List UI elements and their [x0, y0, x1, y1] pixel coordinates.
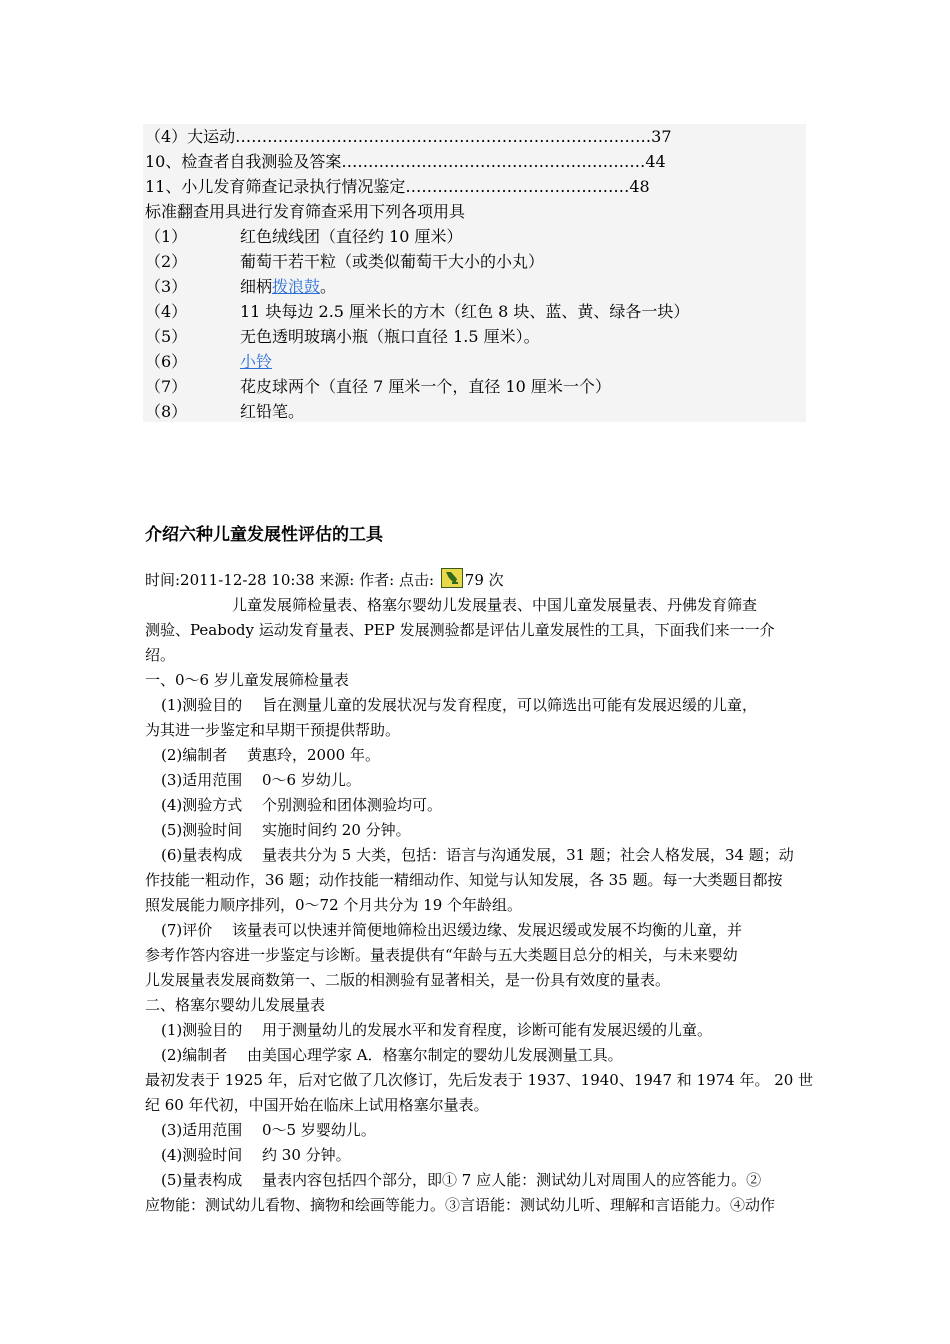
- paragraph-line: (1)测验目的 用于测量幼儿的发展水平和发育程度，诊断可能有发展迟缓的儿童。: [161, 1021, 713, 1039]
- section-heading: 二、格塞尔婴幼儿发展量表: [145, 996, 326, 1014]
- tool-item-number: （8）: [145, 402, 188, 421]
- paragraph-line: 儿童发展筛检量表、格塞尔婴幼儿发展量表、中国儿童发展量表、丹佛发育筛查: [232, 596, 758, 614]
- tool-item-text: 花皮球两个（直径 7 厘米一个，直径 10 厘米一个）: [240, 377, 611, 396]
- section-heading: 一、0～6 岁儿童发展筛检量表: [145, 671, 349, 689]
- paragraph-line: 参考作答内容进一步鉴定与诊断。量表提供有“年龄与五大类题目总分的相关，与未来婴幼: [145, 946, 738, 964]
- tool-item-text-post: 。: [320, 277, 337, 296]
- paragraph-line: (4)测验时间 约 30 分钟。: [161, 1146, 351, 1164]
- tool-item-text: 11 块每边 2.5 厘米长的方木（红色 8 块、蓝、黄、绿各一块）: [240, 302, 690, 321]
- paragraph-line: (5)测验时间 实施时间约 20 分钟。: [161, 821, 411, 839]
- article-meta-text: 时间:2011-12-28 10:38 来源: 作者: 点击:: [145, 571, 434, 589]
- tool-item-text: 红铅笔。: [240, 402, 305, 421]
- paragraph-line: (2)编制者 黄惠玲，2000 年。: [161, 746, 380, 764]
- tool-item-number: （7）: [145, 377, 188, 396]
- tool-item-text: [240, 349, 272, 374]
- tool-item-text: 红色绒线团（直径约 10 厘米）: [240, 227, 463, 246]
- rattle-link[interactable]: 拨浪鼓: [272, 277, 321, 296]
- tool-item-text: 无色透明玻璃小瓶（瓶口直径 1.5 厘米）。: [240, 327, 540, 346]
- click-counter-icon: [441, 568, 463, 588]
- article-title: 介绍六种儿童发展性评估的工具: [145, 525, 383, 545]
- paragraph-line: (4)测验方式 个别测验和团体测验均可。: [161, 796, 443, 814]
- tool-item-number: （5）: [145, 327, 188, 346]
- paragraph-line: 绍。: [145, 646, 176, 664]
- paragraph-line: 照发展能力顺序排列，0～72 个月共分为 19 个年龄组。: [145, 896, 523, 914]
- paragraph-line: (3)适用范围 0～5 岁婴幼儿。: [161, 1121, 376, 1139]
- bell-link[interactable]: 小铃: [240, 352, 273, 371]
- paragraph-line: 儿发展量表发展商数第一、二版的相测验有显著相关，是一份具有效度的量表。: [145, 971, 671, 989]
- paragraph-line: 作技能一粗动作，36 题；动作技能一精细动作、知觉与认知发展，各 35 题。每一大类题目都按: [145, 871, 783, 889]
- paragraph-line: 纪 60 年代初，中国开始在临床上试用格塞尔量表。: [145, 1096, 489, 1114]
- tool-item-number: （3）: [145, 277, 188, 296]
- paragraph-line: (7)评价 该量表可以快速并简便地筛检出迟缓边缘、发展迟缓或发展不均衡的儿童，并: [161, 921, 743, 939]
- tool-item-text: 葡萄干若干粒（或类似葡萄干大小的小丸）: [240, 252, 545, 271]
- toc-line: 10、检查者自我测验及答案…………………………………………………44: [145, 152, 666, 171]
- paragraph-line: (3)适用范围 0～6 岁幼儿。: [161, 771, 361, 789]
- paragraph-line: 为其进一步鉴定和早期干预提供帮助。: [145, 721, 401, 739]
- tool-item-text: [240, 274, 336, 299]
- paragraph-line: 应物能：测试幼儿看物、摘物和绘画等能力。③言语能：测试幼儿听、理解和言语能力。④动作: [145, 1196, 776, 1214]
- paragraph-line: 最初发表于 1925 年，后对它做了几次修订，先后发表于 1937、1940、1947 和 1974 年。 20 世: [145, 1071, 814, 1089]
- tool-item-number: （1）: [145, 227, 188, 246]
- article-meta: [145, 568, 504, 593]
- click-count: 79 次: [464, 571, 504, 589]
- toc-line: （4）大运动……………………………………………………………………37: [145, 127, 672, 146]
- tool-item-number: （2）: [145, 252, 188, 271]
- paragraph-line: (1)测验目的 旨在测量儿童的发展状况与发育程度，可以筛选出可能有发展迟缓的儿童，: [161, 696, 758, 714]
- paragraph-line: (6)量表构成 量表共分为 5 大类，包括：语言与沟通发展，31 题；社会人格发展，34 题；动: [161, 846, 794, 864]
- tool-item-number: （6）: [145, 352, 188, 371]
- paragraph-line: (5)量表构成 量表内容包括四个部分，即① 7 应人能：测试幼儿对周围人的应答能力。②: [161, 1171, 762, 1189]
- toc-line: 标准翻查用具进行发育筛查采用下列各项用具: [145, 202, 466, 221]
- toc-line: 11、小儿发育筛查记录执行情况鉴定……………………………………48: [145, 177, 650, 196]
- paragraph-line: 测验、Peabody 运动发育量表、PEP 发展测验都是评估儿童发展性的工具，下面我们来一一介: [145, 621, 775, 639]
- tool-item-number: （4）: [145, 302, 188, 321]
- paragraph-line: (2)编制者 由美国心理学家 A．格塞尔制定的婴幼儿发展测量工具。: [161, 1046, 623, 1064]
- tool-item-text-pre: 细柄: [240, 277, 273, 296]
